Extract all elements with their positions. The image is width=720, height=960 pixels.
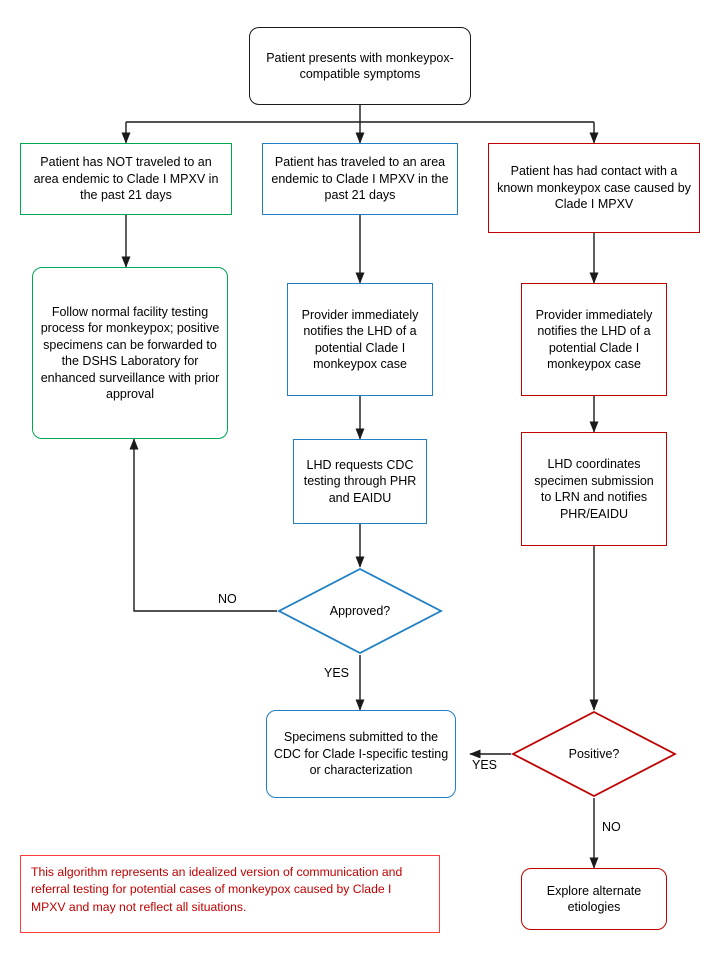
node-specimens-submitted: [266, 710, 456, 798]
node-explore-alternate-label: Explore alternate etiologies: [546, 883, 642, 914]
edge-label-approved-yes: YES: [324, 666, 350, 680]
node-lhd-coordinates-label: LHD coordinates specimen submission to LRN and notifies PHR/EAIDU: [534, 457, 654, 521]
node-no-travel: [20, 143, 232, 215]
disclaimer-note-text: This algorithm represents an idealized version of communication and referral testing for potential cases of monkeypox caused by Clade I MPXV and may not reflect all situations.: [31, 865, 403, 914]
edge-label-positive-no: NO: [602, 820, 621, 834]
node-provider-notifies-red-label: Provider immediately notifies the LHD of a potential Clade I monkeypox case: [535, 307, 653, 371]
node-lhd-coordinates: [521, 432, 667, 546]
node-contact: [488, 143, 700, 233]
node-normal-testing: [32, 267, 228, 439]
node-contact-label: Patient has had contact with a known monkeypox case caused by Clade I MPXV: [497, 164, 691, 212]
node-provider-notifies-red: [521, 283, 667, 396]
node-lhd-requests: [293, 439, 427, 524]
node-normal-testing-label: Follow normal facility testing process for monkeypox; positive specimens can be forwarded to the DSHS Laboratory for enhanced surveillance with prior approval: [40, 304, 220, 401]
node-approved-label: Approved?: [329, 604, 391, 618]
node-start-label: Patient presents with monkeypox-compatible symptoms: [266, 50, 454, 81]
node-lhd-requests-label: LHD requests CDC testing through PHR and EAIDU: [303, 457, 417, 505]
node-no-travel-label: Patient has NOT traveled to an area endemic to Clade I MPXV in the past 21 days: [33, 155, 219, 203]
node-provider-notifies-blue-label: Provider immediately notifies the LHD of a potential Clade I monkeypox case: [301, 307, 419, 371]
node-positive-label: Positive?: [568, 747, 620, 761]
node-provider-notifies-blue: [287, 283, 433, 396]
node-start: [249, 27, 471, 105]
disclaimer-note: [20, 855, 440, 933]
node-explore-alternate: [521, 868, 667, 930]
node-travel-label: Patient has traveled to an area endemic to Clade I MPXV in the past 21 days: [271, 155, 449, 203]
node-travel: [262, 143, 458, 215]
node-approved-decision: [277, 567, 443, 655]
edge-label-positive-yes: YES: [472, 758, 498, 772]
node-positive-decision: [511, 710, 677, 798]
node-specimens-submitted-label: Specimens submitted to the CDC for Clade I-specific testing or characterization: [273, 730, 449, 778]
edge-label-approved-no: NO: [218, 592, 237, 606]
